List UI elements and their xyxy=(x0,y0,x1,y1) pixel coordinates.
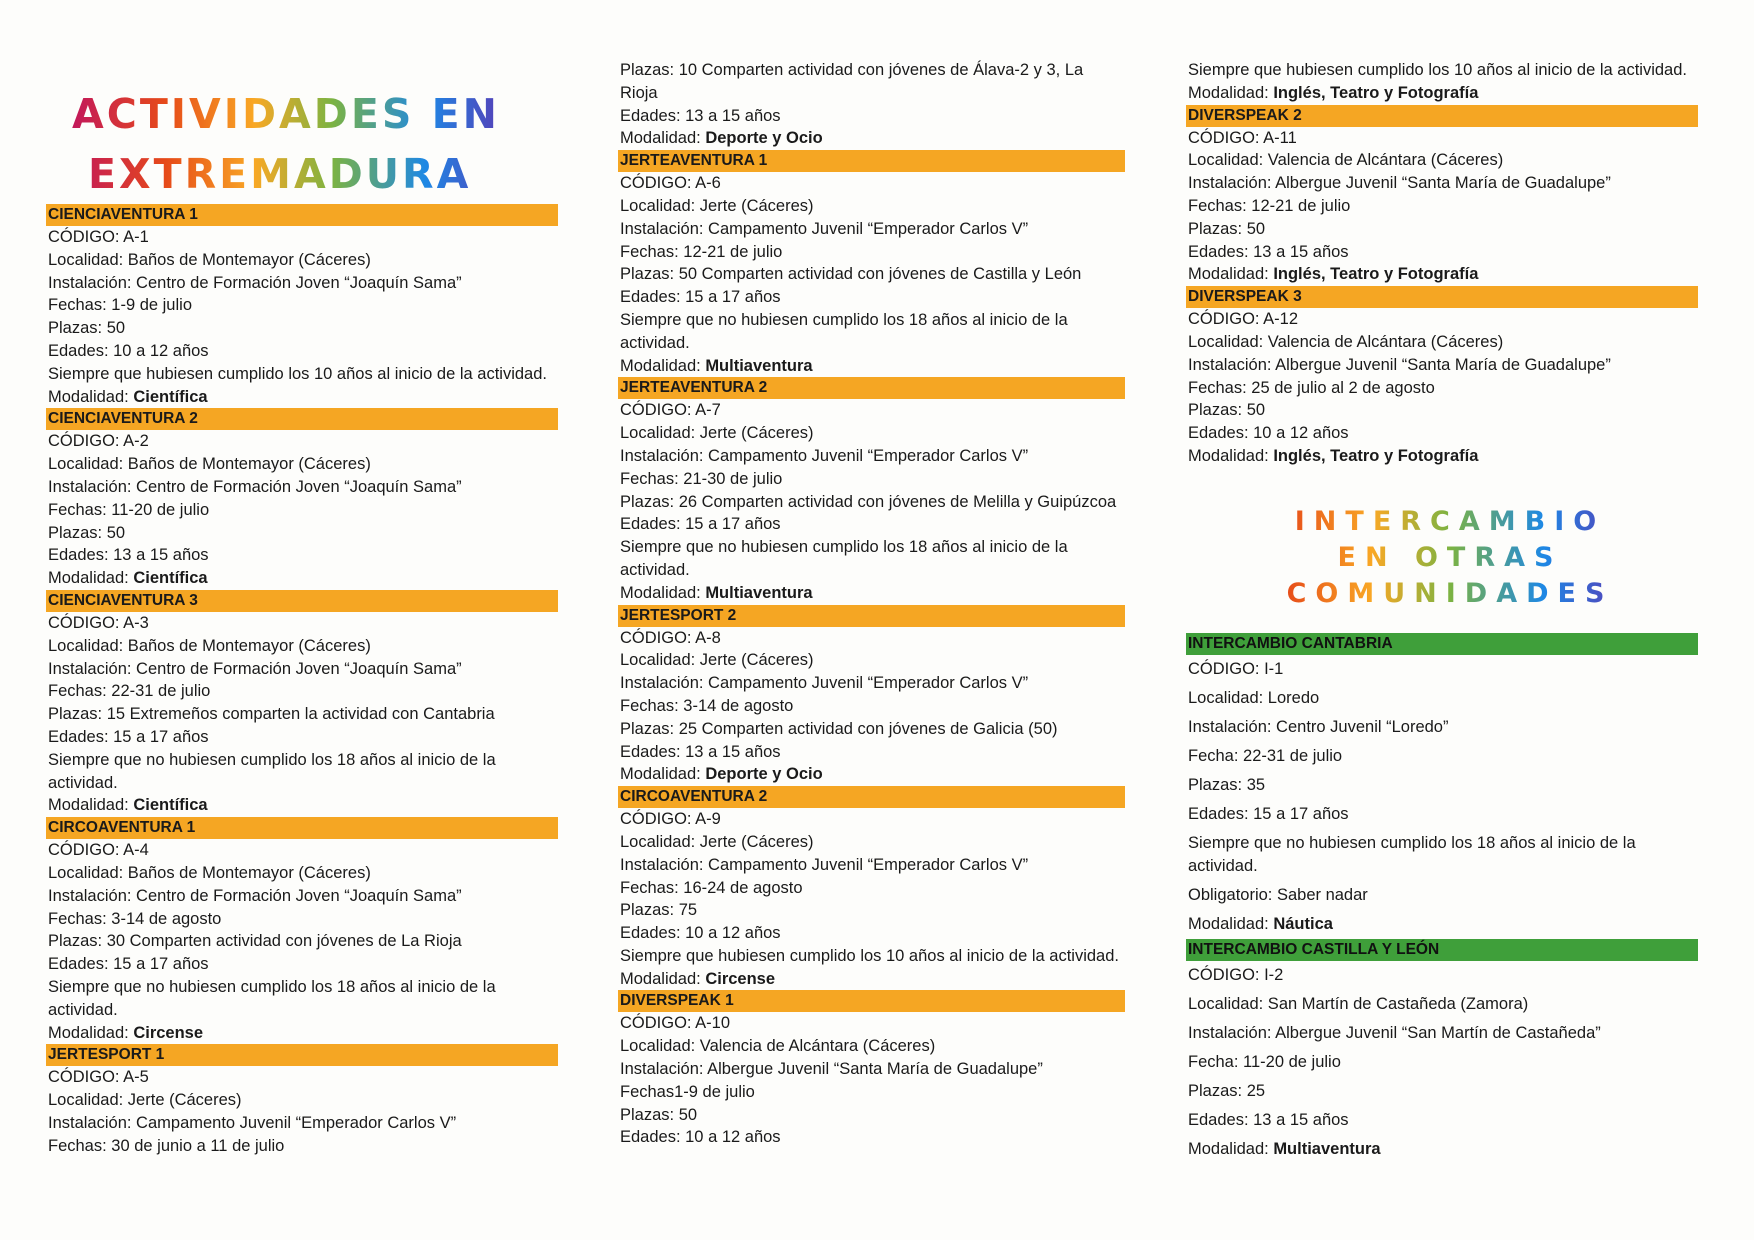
modalidad-line xyxy=(48,567,558,590)
info-line xyxy=(1188,1048,1698,1077)
info-line xyxy=(620,422,1125,445)
activity-section xyxy=(620,990,1125,1149)
info-line xyxy=(1188,241,1698,264)
activity-section xyxy=(48,817,558,1044)
line-text: Fechas: 22-31 de julio xyxy=(48,682,211,701)
activity-section xyxy=(48,204,558,408)
info-line xyxy=(1188,655,1698,684)
info-line xyxy=(1188,1106,1698,1135)
info-line xyxy=(620,854,1125,877)
line-text: Edades: 13 a 15 años xyxy=(1188,1110,1349,1129)
line-text: Plazas: 10 Comparten actividad con jóvenes de Álava-2 y 3, La Rioja xyxy=(620,61,1084,102)
info-line xyxy=(48,476,558,499)
line-text: Edades: 15 a 17 años xyxy=(620,288,781,307)
info-line xyxy=(620,241,1125,264)
intercambio-title-line-2: EN OTRAS xyxy=(1337,542,1563,573)
info-line xyxy=(1188,771,1698,800)
line-text: Edades: 10 a 12 años xyxy=(48,341,209,360)
modalidad-line xyxy=(1188,263,1698,286)
line-text: CÓDIGO: A-9 xyxy=(620,810,721,829)
info-line xyxy=(620,877,1125,900)
info-line xyxy=(48,453,558,476)
modalidad-line xyxy=(48,386,558,409)
info-line xyxy=(1188,308,1698,331)
line-text: Localidad: Baños de Montemayor (Cáceres) xyxy=(48,863,371,882)
section-header: DIVERSPEAK 1 xyxy=(618,990,1125,1012)
line-text: CÓDIGO: I-2 xyxy=(1188,965,1284,984)
modalidad-value: Náutica xyxy=(1273,914,1333,933)
line-text: Modalidad: xyxy=(48,1023,134,1042)
line-text: Modalidad: xyxy=(1188,914,1274,933)
modalidad-value: Deporte y Ocio xyxy=(705,765,823,784)
info-line xyxy=(620,1104,1125,1127)
modalidad-value: Científica xyxy=(133,387,208,406)
line-text: Localidad: Loredo xyxy=(1188,689,1320,707)
line-text: Instalación: Centro de Formación Joven “Joaquín Sama” xyxy=(48,273,462,292)
line-text: Plazas: 50 Comparten actividad con jóvenes de Castilla y León xyxy=(620,265,1082,284)
activity-section xyxy=(1188,939,1698,1164)
modalidad-line xyxy=(1188,910,1698,939)
line-text: Plazas: 50 xyxy=(1188,401,1266,420)
line-text: Edades: 13 a 15 años xyxy=(620,106,781,125)
info-line xyxy=(620,491,1125,514)
modalidad-line xyxy=(620,763,1125,786)
info-line xyxy=(48,862,558,885)
line-text: Localidad: Baños de Montemayor (Cáceres) xyxy=(48,250,371,269)
line-text: CÓDIGO: A-3 xyxy=(48,613,149,632)
modalidad-line xyxy=(620,968,1125,991)
main-title xyxy=(72,84,592,204)
line-text: Edades: 15 a 17 años xyxy=(1188,805,1349,823)
line-text: Modalidad: xyxy=(48,796,134,815)
line-text: Siempre que hubiesen cumplido los 10 años al inicio de la actividad. xyxy=(1188,61,1687,79)
modalidad-value: Inglés, Teatro y Fotografía xyxy=(1273,446,1479,465)
activity-section xyxy=(48,1044,558,1157)
line-text: Plazas: 30 Comparten actividad con jóvenes de La Rioja xyxy=(48,932,462,951)
info-line xyxy=(620,672,1125,695)
line-text: Plazas: 50 xyxy=(48,523,126,542)
line-text: Plazas: 50 xyxy=(620,1105,698,1124)
line-text: Fecha: 22-31 de julio xyxy=(1188,747,1343,765)
line-text: Siempre que hubiesen cumplido los 10 años al inicio de la actividad. xyxy=(620,946,1119,965)
line-text: Plazas: 35 xyxy=(1188,776,1266,794)
info-line xyxy=(620,695,1125,718)
modalidad-line xyxy=(48,1022,558,1045)
info-line xyxy=(1188,713,1698,742)
info-line xyxy=(48,885,558,908)
main-title-line-2: EXTREMADURA xyxy=(88,150,472,198)
line-text: Localidad: Baños de Montemayor (Cáceres) xyxy=(48,636,371,655)
line-text: Obligatorio: Saber nadar xyxy=(1188,885,1368,904)
section-header: CIENCIAVENTURA 3 xyxy=(46,590,558,612)
activity-section xyxy=(48,590,558,817)
modalidad-line xyxy=(1188,82,1698,105)
activity-section xyxy=(48,408,558,590)
info-line xyxy=(620,536,1125,582)
modalidad-value: Deporte y Ocio xyxy=(705,129,823,148)
info-line xyxy=(48,499,558,522)
line-text: Fechas: 1-9 de julio xyxy=(48,296,192,315)
line-text: Instalación: Albergue Juvenil “Santa María de Guadalupe” xyxy=(1188,355,1611,374)
info-line xyxy=(1188,961,1698,990)
info-line xyxy=(620,195,1125,218)
intercambio-title-line-3: COMUNIDADES xyxy=(1286,578,1614,609)
line-text: Localidad: Valencia de Alcántara (Cáceres) xyxy=(1188,332,1504,351)
line-text: Edades: 13 a 15 años xyxy=(620,742,781,761)
info-line xyxy=(620,945,1125,968)
line-text: Modalidad: xyxy=(620,583,706,602)
info-line xyxy=(48,726,558,749)
column-3 xyxy=(1188,59,1698,468)
activity-section xyxy=(1188,105,1698,287)
line-text: Modalidad: xyxy=(48,569,134,588)
line-text: Siempre que no hubiesen cumplido los 18 años al inicio de la actividad. xyxy=(48,977,496,1019)
info-line xyxy=(620,741,1125,764)
line-text: Fechas: 16-24 de agosto xyxy=(620,878,803,897)
line-text: Localidad: Valencia de Alcántara (Cáceres) xyxy=(1188,151,1504,170)
info-line xyxy=(48,908,558,931)
line-text: Localidad: San Martín de Castañeda (Zamora) xyxy=(1188,994,1529,1013)
section-header: JERTESPORT 1 xyxy=(46,1044,558,1066)
line-text: Siempre que no hubiesen cumplido los 18 años al inicio de la actividad. xyxy=(620,310,1068,352)
line-text: Instalación: Campamento Juvenil “Emperador Carlos V” xyxy=(620,219,1029,238)
line-text: Localidad: Jerte (Cáceres) xyxy=(620,196,814,215)
info-line xyxy=(1188,331,1698,354)
info-line xyxy=(1188,832,1698,878)
line-text: Instalación: Centro de Formación Joven “Joaquín Sama” xyxy=(48,477,462,496)
line-text: Localidad: Baños de Montemayor (Cáceres) xyxy=(48,455,371,474)
info-line xyxy=(1188,990,1698,1019)
info-line xyxy=(48,930,558,953)
info-line xyxy=(1188,399,1698,422)
line-text: Modalidad: xyxy=(620,129,706,148)
info-line xyxy=(48,226,558,249)
line-text: Instalación: Campamento Juvenil “Emperador Carlos V” xyxy=(48,1113,457,1132)
section-header: JERTEAVENTURA 1 xyxy=(618,150,1125,172)
info-line xyxy=(1188,742,1698,771)
line-text: Fechas: 12-21 de julio xyxy=(620,242,783,261)
line-text: CÓDIGO: A-11 xyxy=(1188,128,1297,147)
modalidad-value: Circense xyxy=(705,969,776,988)
info-line xyxy=(1188,354,1698,377)
activity-section xyxy=(620,150,1125,377)
info-line xyxy=(48,839,558,862)
info-line xyxy=(48,1112,558,1135)
activity-section xyxy=(1188,633,1698,939)
line-text: Instalación: Campamento Juvenil “Emperador Carlos V” xyxy=(620,674,1029,693)
section-header: INTERCAMBIO CASTILLA Y LEÓN xyxy=(1186,939,1698,961)
line-text: Fechas: 25 de julio al 2 de agosto xyxy=(1188,378,1435,397)
line-text: CÓDIGO: A-2 xyxy=(48,432,149,451)
line-text: Modalidad: xyxy=(1188,265,1274,284)
info-line xyxy=(1188,422,1698,445)
info-line xyxy=(48,749,558,795)
info-line xyxy=(620,468,1125,491)
info-line xyxy=(1188,218,1698,241)
line-text: Fechas: 21-30 de julio xyxy=(620,469,783,488)
info-line xyxy=(620,831,1125,854)
section-header: CIRCOAVENTURA 1 xyxy=(46,817,558,839)
modalidad-line xyxy=(1188,1135,1698,1164)
info-line xyxy=(620,445,1125,468)
modalidad-line xyxy=(620,355,1125,378)
line-text: Instalación: Albergue Juvenil “Santa María de Guadalupe” xyxy=(620,1060,1043,1079)
activity-section xyxy=(1188,286,1698,468)
activity-section xyxy=(620,786,1125,990)
section-header: JERTESPORT 2 xyxy=(618,605,1125,627)
intercambio-title-line-1: INTERCAMBIO xyxy=(1294,506,1606,537)
info-line xyxy=(620,399,1125,422)
info-line xyxy=(1188,59,1698,82)
line-text: Siempre que no hubiesen cumplido los 18 años al inicio de la actividad. xyxy=(1188,834,1636,875)
line-text: Instalación: Campamento Juvenil “Emperador Carlos V” xyxy=(620,446,1029,465)
info-line xyxy=(620,1035,1125,1058)
info-line xyxy=(620,899,1125,922)
info-line xyxy=(620,627,1125,650)
intercambio-title xyxy=(1190,504,1710,612)
line-text: Instalación: Campamento Juvenil “Emperador Carlos V” xyxy=(620,855,1029,874)
line-text: CÓDIGO: A-6 xyxy=(620,174,721,193)
info-line xyxy=(620,263,1125,286)
line-text: Instalación: Albergue Juvenil “Santa María de Guadalupe” xyxy=(1188,174,1611,193)
line-text: Plazas: 50 xyxy=(1188,219,1266,238)
section-header: CIENCIAVENTURA 2 xyxy=(46,408,558,430)
line-text: Modalidad: xyxy=(620,969,706,988)
modalidad-line xyxy=(620,127,1125,150)
info-line xyxy=(48,272,558,295)
line-text: CÓDIGO: A-5 xyxy=(48,1068,149,1087)
info-line xyxy=(620,649,1125,672)
info-line xyxy=(1188,172,1698,195)
line-text: CÓDIGO: A-12 xyxy=(1188,310,1299,329)
line-text: Localidad: Jerte (Cáceres) xyxy=(620,424,814,443)
line-text: CÓDIGO: A-1 xyxy=(48,228,149,246)
line-text: Edades: 10 a 12 años xyxy=(620,924,781,943)
line-text: Instalación: Albergue Juvenil “San Martín de Castañeda” xyxy=(1188,1023,1601,1042)
info-line xyxy=(1188,149,1698,172)
info-line xyxy=(48,680,558,703)
line-text: Localidad: Jerte (Cáceres) xyxy=(620,651,814,670)
modalidad-value: Multiaventura xyxy=(705,356,813,375)
line-text: Instalación: Centro de Formación Joven “Joaquín Sama” xyxy=(48,886,462,905)
info-line xyxy=(48,1089,558,1112)
line-text: Modalidad: xyxy=(1188,1139,1274,1158)
info-line xyxy=(48,522,558,545)
modalidad-value: Inglés, Teatro y Fotografía xyxy=(1273,265,1479,284)
modalidad-line xyxy=(48,794,558,817)
line-text: Edades: 10 a 12 años xyxy=(620,1128,781,1147)
info-line xyxy=(48,612,558,635)
info-line xyxy=(620,105,1125,128)
activity-section xyxy=(620,377,1125,604)
line-text: Plazas: 25 Comparten actividad con jóvenes de Galicia (50) xyxy=(620,719,1058,738)
line-text: Plazas: 15 Extremeños comparten la actividad con Cantabria xyxy=(48,705,495,724)
line-text: Localidad: Jerte (Cáceres) xyxy=(48,1091,242,1110)
info-line xyxy=(1188,1077,1698,1106)
info-line xyxy=(1188,1019,1698,1048)
line-text: Modalidad: xyxy=(620,356,706,375)
line-text: Siempre que no hubiesen cumplido los 18 años al inicio de la actividad. xyxy=(620,538,1068,579)
info-line xyxy=(48,317,558,340)
info-line xyxy=(620,172,1125,195)
modalidad-value: Multiaventura xyxy=(705,583,813,602)
modalidad-line xyxy=(620,582,1125,605)
info-line xyxy=(620,1126,1125,1149)
line-text: Localidad: Valencia de Alcántara (Cáceres) xyxy=(620,1037,936,1056)
line-text: Fechas1-9 de julio xyxy=(620,1082,755,1101)
line-text: Modalidad: xyxy=(48,387,134,406)
info-line xyxy=(620,922,1125,945)
modalidad-value: Científica xyxy=(133,796,208,815)
section-header: CIRCOAVENTURA 2 xyxy=(618,786,1125,808)
info-line xyxy=(48,658,558,681)
section-header: CIENCIAVENTURA 1 xyxy=(46,204,558,226)
line-text: Fechas: 3-14 de agosto xyxy=(48,909,222,928)
info-line xyxy=(48,363,558,386)
info-line xyxy=(48,430,558,453)
line-text: Fechas: 12-21 de julio xyxy=(1188,196,1351,215)
line-text: CÓDIGO: I-1 xyxy=(1188,660,1284,678)
modalidad-value: Multiaventura xyxy=(1273,1139,1381,1158)
info-line xyxy=(1188,195,1698,218)
intercambios-column xyxy=(1188,633,1698,1164)
info-line xyxy=(48,703,558,726)
section-header: DIVERSPEAK 2 xyxy=(1186,105,1698,127)
column-2 xyxy=(620,59,1125,1149)
section-header: INTERCAMBIO CANTABRIA xyxy=(1186,633,1698,655)
line-text: Plazas: 25 xyxy=(1188,1081,1266,1100)
info-line xyxy=(1188,377,1698,400)
info-line xyxy=(620,309,1125,355)
line-text: Edades: 13 a 15 años xyxy=(1188,242,1349,261)
line-text: CÓDIGO: A-10 xyxy=(620,1014,731,1033)
line-text: Fecha: 11-20 de julio xyxy=(1188,1052,1341,1071)
section-header: DIVERSPEAK 3 xyxy=(1186,286,1698,308)
info-line xyxy=(48,249,558,272)
line-text: Siempre que hubiesen cumplido los 10 años al inicio de la actividad. xyxy=(48,364,547,383)
line-text: Instalación: Centro de Formación Joven “Joaquín Sama” xyxy=(48,659,462,678)
line-text: Modalidad: xyxy=(1188,446,1274,465)
line-text: Plazas: 75 xyxy=(620,901,698,920)
line-text: Modalidad: xyxy=(1188,83,1274,102)
line-text: Fechas: 3-14 de agosto xyxy=(620,696,794,715)
modalidad-line xyxy=(1188,445,1698,468)
line-text: Plazas: 26 Comparten actividad con jóvenes de Melilla y Guipúzcoa xyxy=(620,492,1117,511)
line-text: Edades: 15 a 17 años xyxy=(620,515,781,534)
info-line xyxy=(620,1058,1125,1081)
line-text: Edades: 13 a 15 años xyxy=(48,546,209,565)
info-line xyxy=(48,953,558,976)
line-text: Edades: 15 a 17 años xyxy=(48,955,209,974)
main-title-line-1: ACTIVIDADES EN xyxy=(72,90,500,138)
info-line xyxy=(1188,684,1698,713)
line-text: CÓDIGO: A-8 xyxy=(620,628,721,647)
info-line xyxy=(620,218,1125,241)
info-line xyxy=(48,1066,558,1089)
info-line xyxy=(1188,800,1698,829)
info-line xyxy=(48,340,558,363)
info-line xyxy=(620,718,1125,741)
info-line xyxy=(1188,127,1698,150)
info-line xyxy=(620,1081,1125,1104)
line-text: Modalidad: xyxy=(620,765,706,784)
column-1 xyxy=(48,204,558,1157)
line-text: Edades: 10 a 12 años xyxy=(1188,424,1349,443)
info-line xyxy=(1188,881,1698,910)
activity-section xyxy=(620,605,1125,787)
info-line xyxy=(48,635,558,658)
info-line xyxy=(48,544,558,567)
modalidad-value: Circense xyxy=(133,1023,204,1042)
section-header: JERTEAVENTURA 2 xyxy=(618,377,1125,399)
modalidad-value: Inglés, Teatro y Fotografía xyxy=(1273,83,1479,102)
info-line xyxy=(48,294,558,317)
line-text: Fechas: 11-20 de julio xyxy=(48,500,210,519)
info-line xyxy=(620,286,1125,309)
line-text: CÓDIGO: A-7 xyxy=(620,401,721,420)
info-line xyxy=(620,1012,1125,1035)
line-text: Plazas: 50 xyxy=(48,319,126,338)
modalidad-value: Científica xyxy=(133,569,208,588)
line-text: CÓDIGO: A-4 xyxy=(48,841,149,860)
info-line xyxy=(48,1135,558,1158)
line-text: Instalación: Centro Juvenil “Loredo” xyxy=(1188,718,1449,736)
line-text: Localidad: Jerte (Cáceres) xyxy=(620,832,814,851)
info-line xyxy=(620,808,1125,831)
info-line xyxy=(48,976,558,1022)
info-line xyxy=(620,59,1125,105)
info-line xyxy=(620,513,1125,536)
line-text: Edades: 15 a 17 años xyxy=(48,727,209,746)
line-text: Siempre que no hubiesen cumplido los 18 años al inicio de la actividad. xyxy=(48,750,496,792)
line-text: Fechas: 30 de junio a 11 de julio xyxy=(48,1136,285,1155)
